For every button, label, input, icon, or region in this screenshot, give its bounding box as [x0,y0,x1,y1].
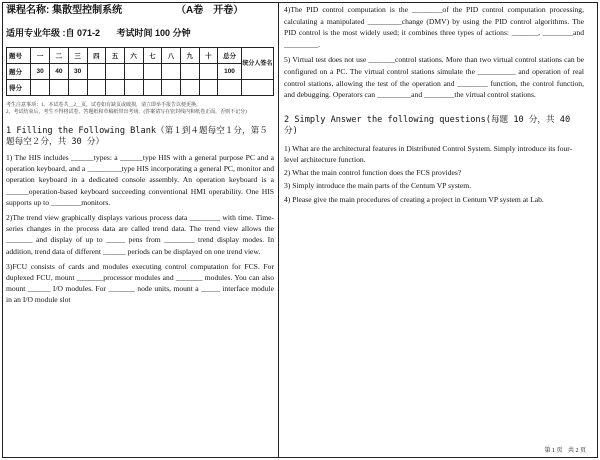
table-cell: 九 [180,48,199,64]
right-column [284,4,584,205]
table-cell [180,64,199,80]
score-input-cell[interactable] [199,80,218,96]
question-item: 3)FCU consists of cards and modules executing control computation for FCS. For duplexed FCU, mount _______processor modules and _______ modules. You can also mount ______ I/O modules. For _______ node units, mount a _____ interface module in an I/O module slot [6,261,274,305]
table-cell: 一 [31,48,50,64]
column-divider [278,2,279,458]
section2-heading: 2 Simply Answer the following questions(每题 10 分，共 40 分) [284,114,571,136]
question-item: 2)The trend view graphically displays various process data ________ with time. Time-series changes in the process data are called trend data. The trend view allows the _______ and display of up to _____ pens from ________ trend display modes. In addition, trend data of different ______ periods can be displayed on one trend view. [6,213,274,256]
question-item: 4) Please give the main procedures of creating a project in Centum VP system at Lab. [284,194,544,204]
score-table-marks-row [7,64,274,80]
major-label: 适用专业年级 :自 071-2 [6,28,101,38]
course-title-line [6,4,274,18]
table-cell: 总分 [218,48,242,64]
table-cell: 题号 [7,48,31,64]
table-cell: 40 [50,64,69,80]
score-input-cell[interactable] [31,80,50,96]
exam-info-line [6,26,274,39]
table-cell: 得分 [7,80,31,96]
question-item: 5) Virtual test does not use _______control stations. More than two virtual control stations can be configured on a PC. The virtual control stations simulate the __________ and operation of real control stations, allowing the test of the operation and ________ function, the control function, and debugging. Operators can _________and ________the virtual control stations. [284,55,584,100]
table-cell: 四 [87,48,106,64]
table-cell [106,64,125,80]
signer-cell: 统分人签名 [241,48,273,80]
score-input-cell[interactable] [87,80,106,96]
question-item: 1) The HIS includes ______types: a ______type HIS with a general purpose PC and a operation keyboard, and a _________type HIS incorporating a general PC, monitor and operation keyboard in a dedicated console assembly. An operation keyboard is a ______operation-based keyboard succeeding conventional HMI operability. One HIS supports up to ________monitors. [6,153,274,207]
score-input-cell[interactable] [68,80,87,96]
table-cell: 八 [162,48,181,64]
table-cell [199,64,218,80]
signer-input-cell[interactable] [241,80,273,96]
question-item: 1) What are the architectural features in Distributed Control System. Simply introduce its four- level architecture function. [284,143,573,164]
table-cell: 六 [124,48,143,64]
exam-notes: 考生注意事项：1、本试卷共＿2＿页，试卷如有缺页或破损，请立即举手报告以便更换。 2、考试结束后，考生不得将试卷、答题纸和草稿纸带出考场。(答案请写在密封线内和纸卷正面，否则不记分) [6,103,247,115]
table-cell: 30 [31,64,50,80]
exam-time: 考试时间 100 分钟 [116,28,191,38]
table-cell [87,64,106,80]
score-input-cell[interactable] [50,80,69,96]
table-cell [143,64,162,80]
table-cell: 十 [199,48,218,64]
left-column [6,4,274,306]
table-cell: 题分 [7,64,31,80]
score-input-cell[interactable] [162,80,181,96]
page-footer [540,445,586,454]
question-item: 3) Simply introduce the main parts of the Centum VP system. [284,181,472,191]
table-cell: 100 [218,64,242,80]
score-input-cell[interactable] [218,80,242,96]
score-table-score-row [7,80,274,96]
section1-heading: 1 Filling the Following Blank（第１到４题每空１分，第５题每空２分，共 30 分） [6,126,268,147]
score-table-header-row [7,48,274,64]
paper-type: （A卷 开卷） [176,5,244,16]
table-cell: 二 [50,48,69,64]
score-input-cell[interactable] [143,80,162,96]
table-cell: 五 [106,48,125,64]
question-item: 2) What the main control function does the FCS provides? [284,168,462,178]
course-name: 课程名称: 集散型控制系统 [6,5,123,16]
table-cell: 30 [68,64,87,80]
table-cell: 七 [143,48,162,64]
table-cell: 三 [68,48,87,64]
question-item: 4)The PID control computation is the ________of the PID control computation processing, calculating a manipulated _________change (DMV) by using the PID control algorithms. The PID control is the most widely used; it combines three types of actions: _______, ________and _________. [284,5,584,49]
page-number: 第 1 页 [544,448,563,454]
score-input-cell[interactable] [124,80,143,96]
score-table [6,47,274,96]
score-input-cell[interactable] [106,80,125,96]
table-cell [162,64,181,80]
table-cell [124,64,143,80]
score-input-cell[interactable] [180,80,199,96]
page-total: 共 2 页 [567,448,586,454]
